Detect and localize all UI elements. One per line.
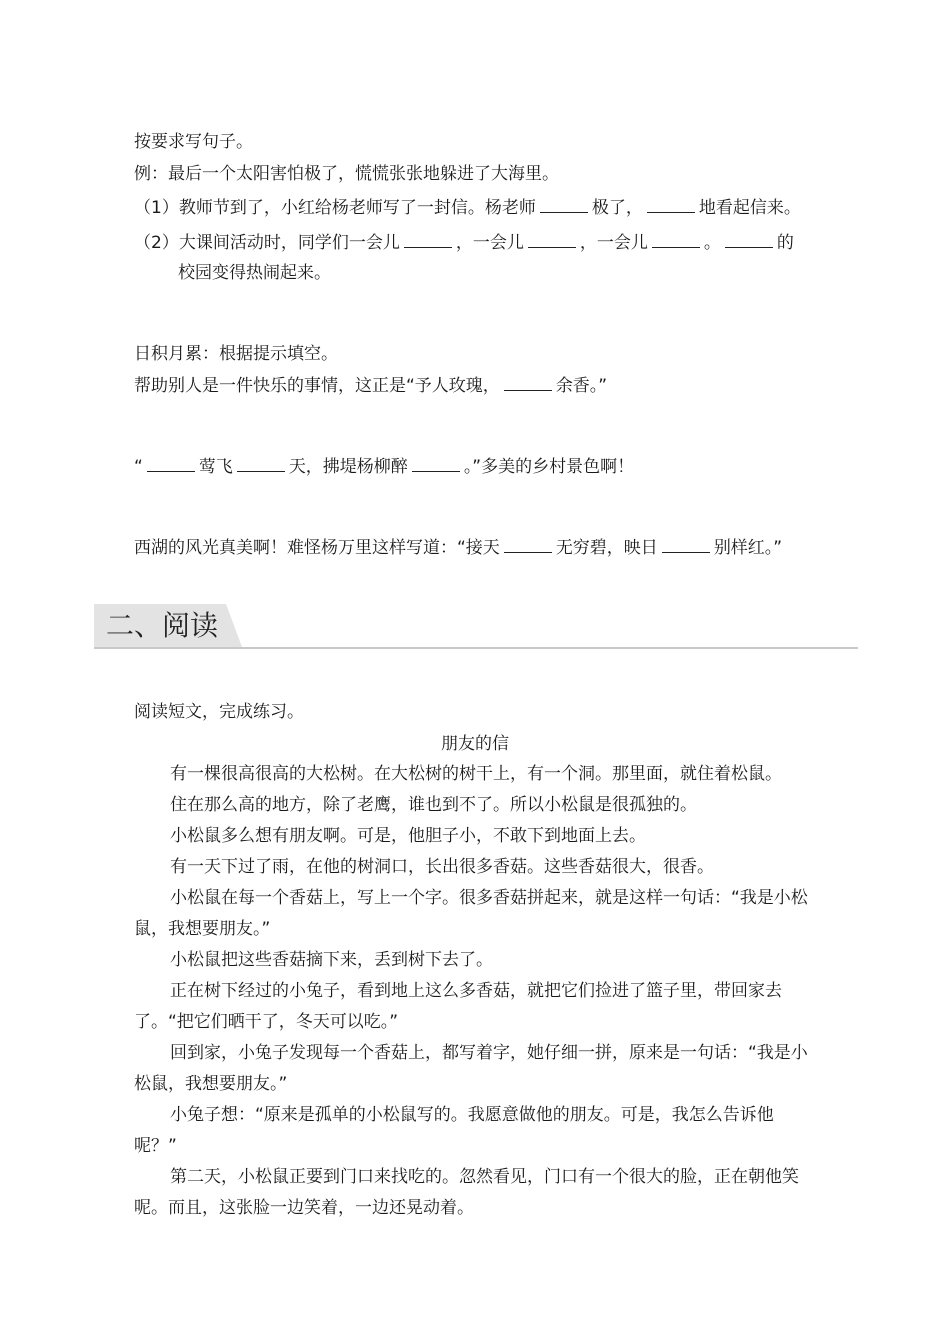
- q1-blank-1[interactable]: [540, 195, 588, 213]
- acc2-blank-3[interactable]: [412, 454, 460, 472]
- acc2-blank-1[interactable]: [147, 454, 195, 472]
- reading-title: 朋友的信: [441, 734, 509, 754]
- paragraph-line: 住在那么高的地方，除了老鹰，谁也到不了。所以小松鼠是很孤独的。: [170, 795, 697, 815]
- exercise-instruction: 按要求写句子。: [134, 132, 253, 152]
- q1-text-b: 极了，: [591, 198, 643, 218]
- paragraph-line: 正在树下经过的小兔子，看到地上这么多香菇，就把它们捡进了篮子里，带回家去: [170, 981, 782, 1001]
- acc2-blank-2[interactable]: [237, 454, 285, 472]
- question-1: [134, 195, 801, 220]
- paragraph-line: 松鼠，我想要朋友。”: [134, 1074, 288, 1094]
- accumulate-title: 日积月累：根据提示填空。: [134, 344, 338, 364]
- acc3-text-c: 别样红。”: [713, 538, 783, 558]
- paragraph-line: 小兔子想：“原来是孤单的小松鼠写的。我愿意做他的朋友。可是，我怎么告诉他: [170, 1105, 774, 1125]
- acc3-text-b: 无穷碧，映日: [555, 538, 658, 558]
- q1-blank-2[interactable]: [647, 195, 695, 213]
- q2-blank-4[interactable]: [725, 230, 773, 248]
- acc3-text-a: 西湖的风光真美啊！难怪杨万里这样写道：“接天: [134, 538, 500, 558]
- acc2-text-b: 莺飞: [198, 457, 233, 477]
- paragraph-line: 第二天，小松鼠正要到门口来找吃的。忽然看见，门口有一个很大的脸，正在朝他笑: [170, 1167, 799, 1187]
- section-banner-rule: [94, 647, 858, 649]
- q2-text-e: 的: [776, 233, 794, 253]
- exercise-example: 例：最后一个太阳害怕极了，慌慌张张地躲进了大海里。: [134, 164, 559, 184]
- paragraph-line: 呢。而且，这张脸一边笑着，一边还晃动着。: [134, 1198, 474, 1218]
- accumulate-line-2: [134, 454, 634, 479]
- section-title: 二、阅读: [106, 609, 219, 642]
- acc2-text-c: 天，拂堤杨柳醉: [288, 457, 408, 477]
- q2-text-a: （2）大课间活动时，同学们一会儿: [134, 233, 400, 253]
- accumulate-line-3: [134, 535, 782, 560]
- acc1-text-b: 余香。”: [555, 376, 608, 396]
- q1-text-c: 地看起信来。: [698, 198, 801, 218]
- paragraph-line: 回到家，小兔子发现每一个香菇上，都写着字，她仔细一拼，原来是一句话：“我是小: [170, 1043, 808, 1063]
- reading-instruction: 阅读短文，完成练习。: [134, 702, 304, 722]
- acc2-text-a: “: [134, 457, 143, 477]
- q2-text-d: 。: [703, 233, 721, 253]
- acc2-text-d: 。”多美的乡村景色啊！: [463, 457, 635, 477]
- question-2: [134, 230, 794, 255]
- q2-continuation: 校园变得热闹起来。: [178, 263, 331, 283]
- paragraph-line: 有一天下过了雨，在他的树洞口，长出很多香菇。这些香菇很大，很香。: [170, 857, 714, 877]
- q2-blank-2[interactable]: [528, 230, 576, 248]
- accumulate-line-1: [134, 373, 607, 398]
- q2-text-c: ，一会儿: [579, 233, 648, 253]
- q2-blank-3[interactable]: [652, 230, 700, 248]
- paragraph-line: 小松鼠多么想有朋友啊。可是，他胆子小，不敢下到地面上去。: [170, 826, 646, 846]
- paragraph-line: 呢？”: [134, 1136, 177, 1156]
- q2-text-b: ，一会儿: [455, 233, 524, 253]
- paragraph-line: 有一棵很高很高的大松树。在大松树的树干上，有一个洞。那里面，就住着松鼠。: [170, 764, 782, 784]
- paragraph-line: 小松鼠在每一个香菇上，写上一个字。很多香菇拼起来，就是这样一句话：“我是小松: [170, 888, 808, 908]
- q1-text-a: （1）教师节到了，小红给杨老师写了一封信。杨老师: [134, 198, 536, 218]
- paragraph-line: 了。“把它们晒干了，冬天可以吃。”: [134, 1012, 399, 1032]
- section-banner: [94, 604, 858, 649]
- acc3-blank-1[interactable]: [504, 535, 552, 553]
- acc3-blank-2[interactable]: [662, 535, 710, 553]
- acc1-blank-1[interactable]: [504, 373, 552, 391]
- acc1-text-a: 帮助别人是一件快乐的事情，这正是“予人玫瑰，: [134, 376, 500, 396]
- q2-blank-1[interactable]: [404, 230, 452, 248]
- paragraph-line: 鼠，我想要朋友。”: [134, 919, 271, 939]
- paragraph-line: 小松鼠把这些香菇摘下来，丢到树下去了。: [170, 950, 493, 970]
